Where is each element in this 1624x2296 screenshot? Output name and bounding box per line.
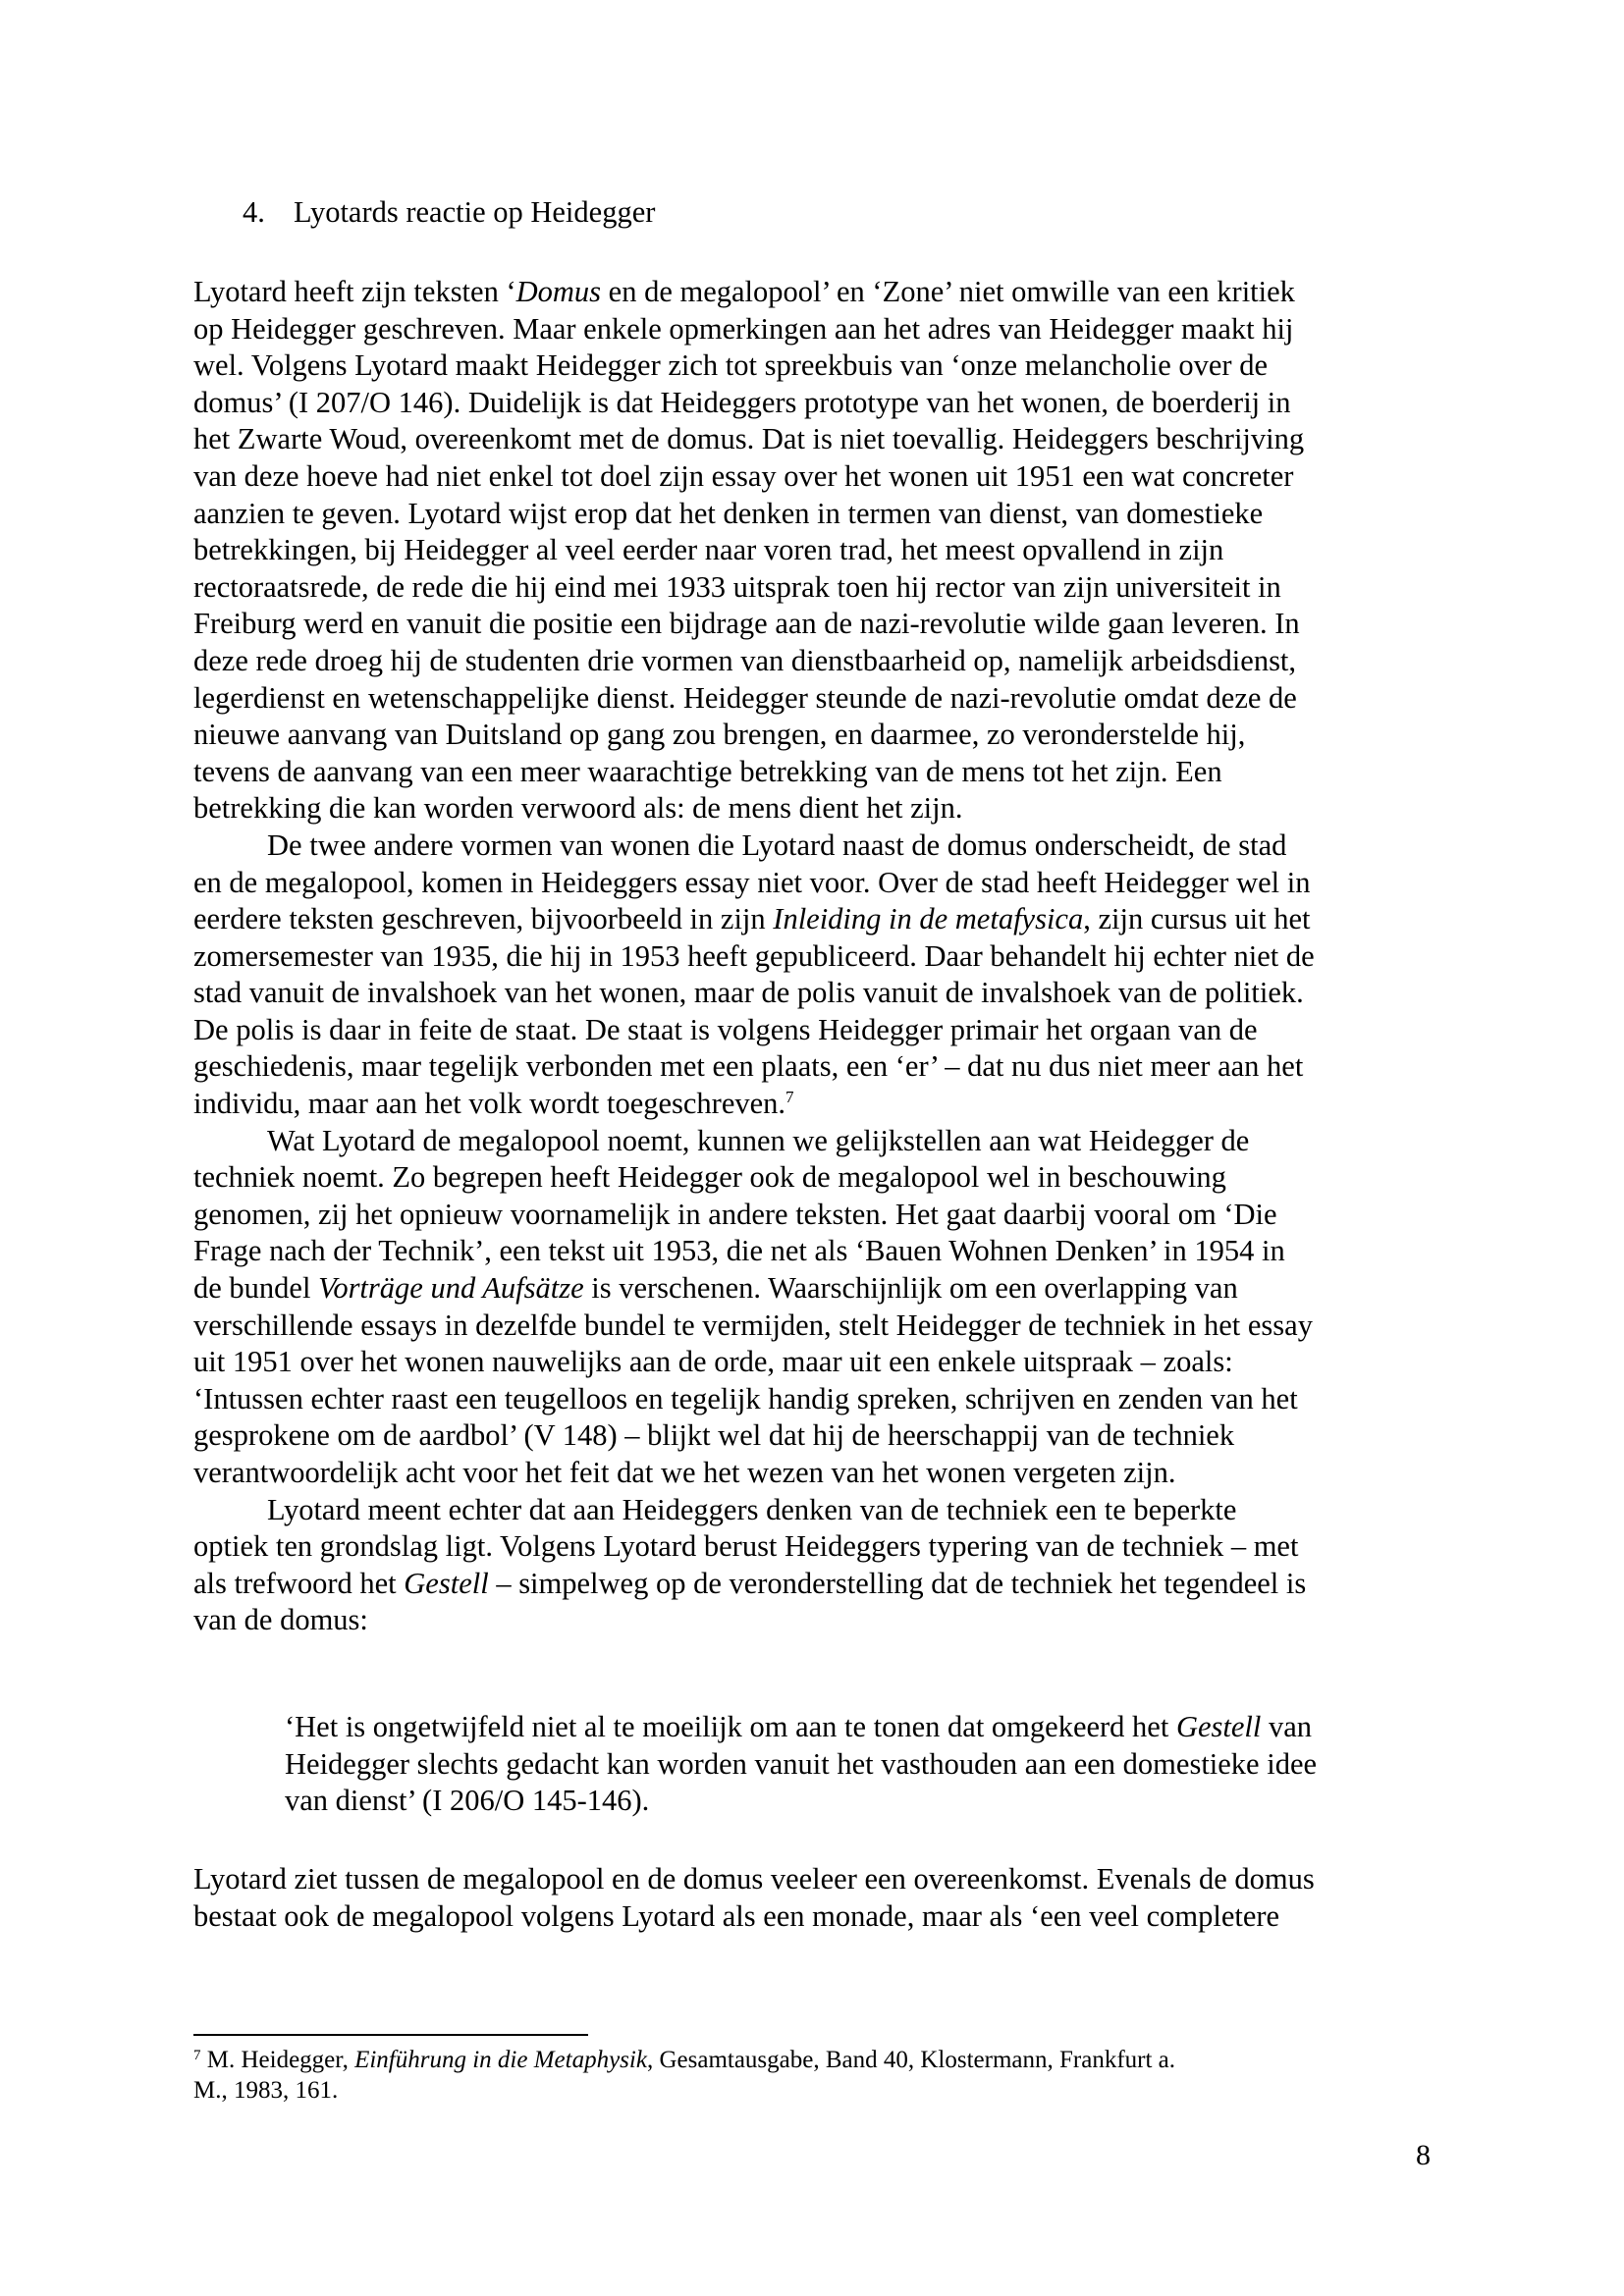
text-line: tevens de aanvang van een meer waarachtige betrekking van de mens tot het zijn. Een bbox=[193, 754, 1222, 788]
text-line: bestaat ook de megalopool volgens Lyotard als een monade, maar als ‘een veel completere bbox=[193, 1898, 1280, 1933]
text-line: wel. Volgens Lyotard maakt Heidegger zich tot spreekbuis van ‘onze melancholie over de bbox=[193, 348, 1268, 383]
italic-title: Vorträge und Aufsätze bbox=[318, 1271, 584, 1306]
quote-line: van dienst’ (I 206/O 145-146). bbox=[285, 1784, 650, 1818]
text-line: uit 1951 over het wonen nauwelijks aan de orde, maar uit een enkele uitspraak – zoals: bbox=[193, 1345, 1233, 1379]
paragraph bbox=[193, 274, 1433, 828]
closing-paragraph bbox=[193, 1861, 1433, 1935]
text-line: verschillende essays in dezelfde bundel te vermijden, stelt Heidegger de techniek in het essay bbox=[193, 1308, 1313, 1342]
text-line: geschiedenis, maar tegelijk verbonden met een plaats, een ‘er’ – dat nu dus niet meer aan het bbox=[193, 1049, 1304, 1084]
text-line: De twee andere vormen van wonen die Lyotard naast de domus onderscheidt, de stad bbox=[267, 828, 1287, 862]
italic-title: Domus bbox=[515, 275, 602, 308]
text-line: en de megalopool, komen in Heideggers essay niet voor. Over de stad heeft Heidegger wel in bbox=[193, 865, 1311, 899]
text-line: optiek ten grondslag ligt. Volgens Lyotard berust Heideggers typering van de techniek – met bbox=[193, 1529, 1299, 1564]
text-line: Lyotard ziet tussen de megalopool en de domus veeleer een overeenkomst. Evenals de domus bbox=[193, 1862, 1315, 1896]
italic-title: Gestell bbox=[1175, 1710, 1262, 1743]
page-number: 8 bbox=[1416, 2139, 1431, 2171]
section-heading bbox=[243, 194, 655, 232]
text-line: stad vanuit de invalshoek van het wonen, maar de polis vanuit de invalshoek van de politiek. bbox=[193, 976, 1304, 1010]
text-line: De polis is daar in feite de staat. De staat is volgens Heidegger primair het orgaan van de bbox=[193, 1012, 1258, 1046]
quote-line: Heidegger slechts gedacht kan worden vanuit het vasthouden aan een domestieke idee bbox=[285, 1746, 1318, 1781]
footnote-marker: 7 bbox=[193, 2048, 201, 2063]
text-line: als trefwoord het Gestell – simpelweg op de veronderstelling dat de techniek het tegendeel is bbox=[193, 1566, 1307, 1600]
footnote-line: M. Heidegger, Einführung in die Metaphysik, Gesamtausgabe, Band 40, Klostermann, Frankfurt a. bbox=[200, 2047, 1176, 2073]
text-line: zomersemester van 1935, die hij in 1953 heeft gepubliceerd. Daar behandelt hij echter niet de bbox=[193, 938, 1315, 973]
text-line: eerdere teksten geschreven, bijvoorbeeld in zijn Inleiding in de metafysica, zijn cursus uit het bbox=[193, 902, 1311, 936]
text-line: nieuwe aanvang van Duitsland op gang zou brengen, en daarmee, zo veronderstelde hij, bbox=[193, 718, 1246, 752]
italic-title: Inleiding in de metafysica bbox=[773, 902, 1084, 936]
footnote-line: M., 1983, 161. bbox=[193, 2077, 339, 2104]
text-line: Lyotard heeft zijn teksten ‘Domus en de megalopool’ en ‘Zone’ niet omwille van een kritiek bbox=[193, 275, 1295, 308]
text-line: van de domus: bbox=[193, 1603, 368, 1637]
body-text bbox=[193, 274, 1433, 1639]
text-line: Frage nach der Technik’, een tekst uit 1953, die net als ‘Bauen Wohnen Denken’ in 1954 in bbox=[193, 1234, 1285, 1268]
text-line: deze rede droeg hij de studenten drie vormen van dienstbaarheid op, namelijk arbeidsdienst, bbox=[193, 643, 1297, 677]
italic-title: Einführung in die Metaphysik bbox=[354, 2047, 647, 2073]
footnote-reference: 7 bbox=[785, 1087, 794, 1106]
footnote-separator bbox=[193, 2034, 588, 2036]
text-line: betrekking die kan worden verwoord als: de mens dient het zijn. bbox=[193, 791, 963, 826]
text-line: Freiburg werd en vanuit die positie een bijdrage aan de nazi-revolutie wilde gaan leveren. In bbox=[193, 607, 1300, 641]
text-line: van deze hoeve had niet enkel tot doel zijn essay over het wonen uit 1951 een wat concreter bbox=[193, 458, 1294, 493]
text-line: individu, maar aan het volk wordt toegeschreven.$^7$ bbox=[193, 1087, 794, 1121]
block-quote bbox=[285, 1709, 1434, 1820]
text-line: betrekkingen, bij Heidegger al veel eerder naar voren trad, het meest opvallend in zijn bbox=[193, 533, 1224, 567]
paragraph bbox=[193, 1492, 1433, 1639]
section-number: 4. bbox=[243, 195, 265, 229]
text-line: de bundel Vorträge und Aufsätze is verschenen. Waarschijnlijk om een overlapping van bbox=[193, 1271, 1238, 1306]
paragraph bbox=[193, 1123, 1433, 1492]
text-line: domus’ (I 207/O 146). Duidelijk is dat Heideggers prototype van het wonen, de boerderij in bbox=[193, 385, 1291, 419]
text-line: Wat Lyotard de megalopool noemt, kunnen we gelijkstellen aan wat Heidegger de bbox=[267, 1123, 1250, 1157]
text-line: het Zwarte Woud, overeenkomt met de domus. Dat is niet toevallig. Heideggers beschrijving bbox=[193, 422, 1305, 456]
text-line: gesprokene om de aardbol’ (V 148) – blijkt wel dat hij de heerschappij van de techniek bbox=[193, 1418, 1235, 1453]
text-line: aanzien te geven. Lyotard wijst erop dat het denken in termen van dienst, van domestieke bbox=[193, 496, 1264, 530]
text-line: rectoraatsrede, de rede die hij eind mei 1933 uitsprak toen hij rector van zijn universiteit in bbox=[193, 569, 1281, 604]
text-line: techniek noemt. Zo begrepen heeft Heidegger ook de megalopool wel in beschouwing bbox=[193, 1160, 1226, 1195]
text-line: legerdienst en wetenschappelijke dienst. Heidegger steunde de nazi-revolutie omdat deze de bbox=[193, 680, 1297, 715]
section-title: Lyotards reactie op Heidegger bbox=[294, 195, 656, 229]
footnote bbox=[193, 2045, 1433, 2106]
text-line: op Heidegger geschreven. Maar enkele opmerkingen aan het adres van Heidegger maakt hij bbox=[193, 311, 1294, 346]
text-line: ‘Intussen echter raast een teugelloos en tegelijk handig spreken, schrijven en zenden van het bbox=[193, 1381, 1298, 1415]
paragraph bbox=[193, 828, 1433, 1123]
text-line: verantwoordelijk acht voor het feit dat we het wezen van het wonen vergeten zijn. bbox=[193, 1456, 1176, 1489]
text-line: genomen, zij het opnieuw voornamelijk in andere teksten. Het gaat daarbij vooral om ‘Die bbox=[193, 1197, 1277, 1231]
text-line: Lyotard meent echter dat aan Heideggers denken van de techniek een te beperkte bbox=[267, 1492, 1237, 1526]
italic-title: Gestell bbox=[404, 1566, 489, 1600]
quote-line: ‘Het is ongetwijfeld niet al te moeilijk om aan te tonen dat omgekeerd het Gestell van bbox=[285, 1710, 1313, 1743]
